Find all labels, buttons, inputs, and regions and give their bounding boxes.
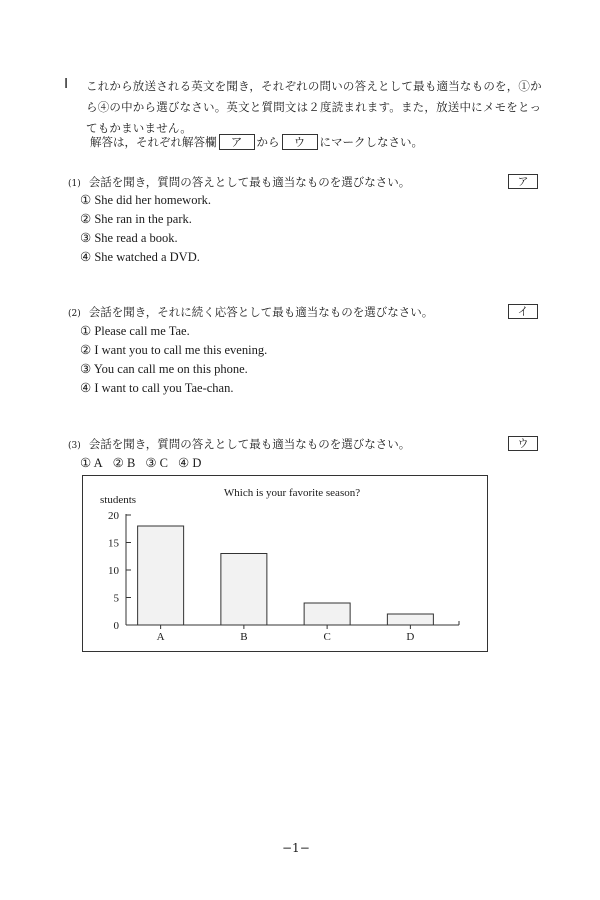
question-1-option-3: ③ She read a book. [80,231,178,245]
answer-suffix: にマークしなさい。 [319,135,423,149]
answer-instruction [90,132,423,153]
y-tick-label: 5 [113,592,119,605]
question-2-options [80,322,267,398]
question-2-number: (2) [68,309,81,319]
answer-box-from: ア [219,134,255,150]
question-1-options [80,191,211,267]
question-1-header [68,174,410,190]
question-1-answer-box: ア [508,174,538,189]
x-tick-label: C [323,631,331,643]
y-axis-label: students [100,494,137,506]
y-tick-label: 0 [113,620,119,632]
chart-frame [82,475,488,652]
question-3-option-3: ③ C [145,456,169,470]
question-3-header [68,436,410,452]
bar-chart [83,476,487,651]
question-3-prompt: 会話を聞き，質問の答えとして最も適当なものを選びなさい。 [88,437,411,451]
question-3-option-4: ④ D [178,456,202,470]
question-3-answer-box: ウ [508,436,538,451]
question-1-option-4: ④ She watched a DVD. [80,250,200,264]
question-2-header [68,304,433,320]
question-2-prompt: 会話を聞き，それに続く応答として最も適当なものを選びなさい。 [88,305,434,319]
question-1-option-2: ② She ran in the park. [80,212,192,226]
y-tick-label: 15 [108,537,119,550]
section-instruction: これから放送される英文を聞き，それぞれの問いの答えとして最も適当なものを，①から④の中から選びなさい。英文と質問文は２度読まれます。また，放送中にメモをとってもかまいません。 [86,79,542,135]
bar-c [304,603,350,625]
answer-prefix: 解答は，それぞれ解答欄 [90,135,217,149]
page-number: −1− [282,841,310,855]
question-1-prompt: 会話を聞き，質問の答えとして最も適当なものを選びなさい。 [88,175,411,189]
bar-a [138,526,184,625]
question-3-option-2: ② B [112,456,136,470]
x-tick-label: A [156,631,165,643]
section-number: Ⅰ [64,77,69,92]
y-tick-label: 20 [108,510,119,522]
question-2-option-1: ① Please call me Tae. [80,324,190,338]
question-2-answer-box: イ [508,304,538,319]
answer-box-to: ウ [282,134,318,150]
question-1-option-1: ① She did her homework. [80,193,211,207]
question-3-option-1: ① A [80,456,103,470]
bar-d [387,614,433,625]
answer-mid: から [256,135,280,149]
y-tick-label: 10 [108,565,119,577]
question-1-number: (1) [68,179,81,189]
question-2-option-2: ② I want you to call me this evening. [80,343,268,357]
question-3-options [80,454,201,473]
x-tick-label: B [240,631,248,643]
x-tick-label: D [406,631,415,643]
bar-b [221,554,267,626]
question-2-option-3: ③ You can call me on this phone. [80,362,248,376]
question-2-option-4: ④ I want to call you Tae-chan. [80,381,234,395]
chart-title: Which is your favorite season? [223,487,361,499]
question-3-number: (3) [68,441,81,451]
